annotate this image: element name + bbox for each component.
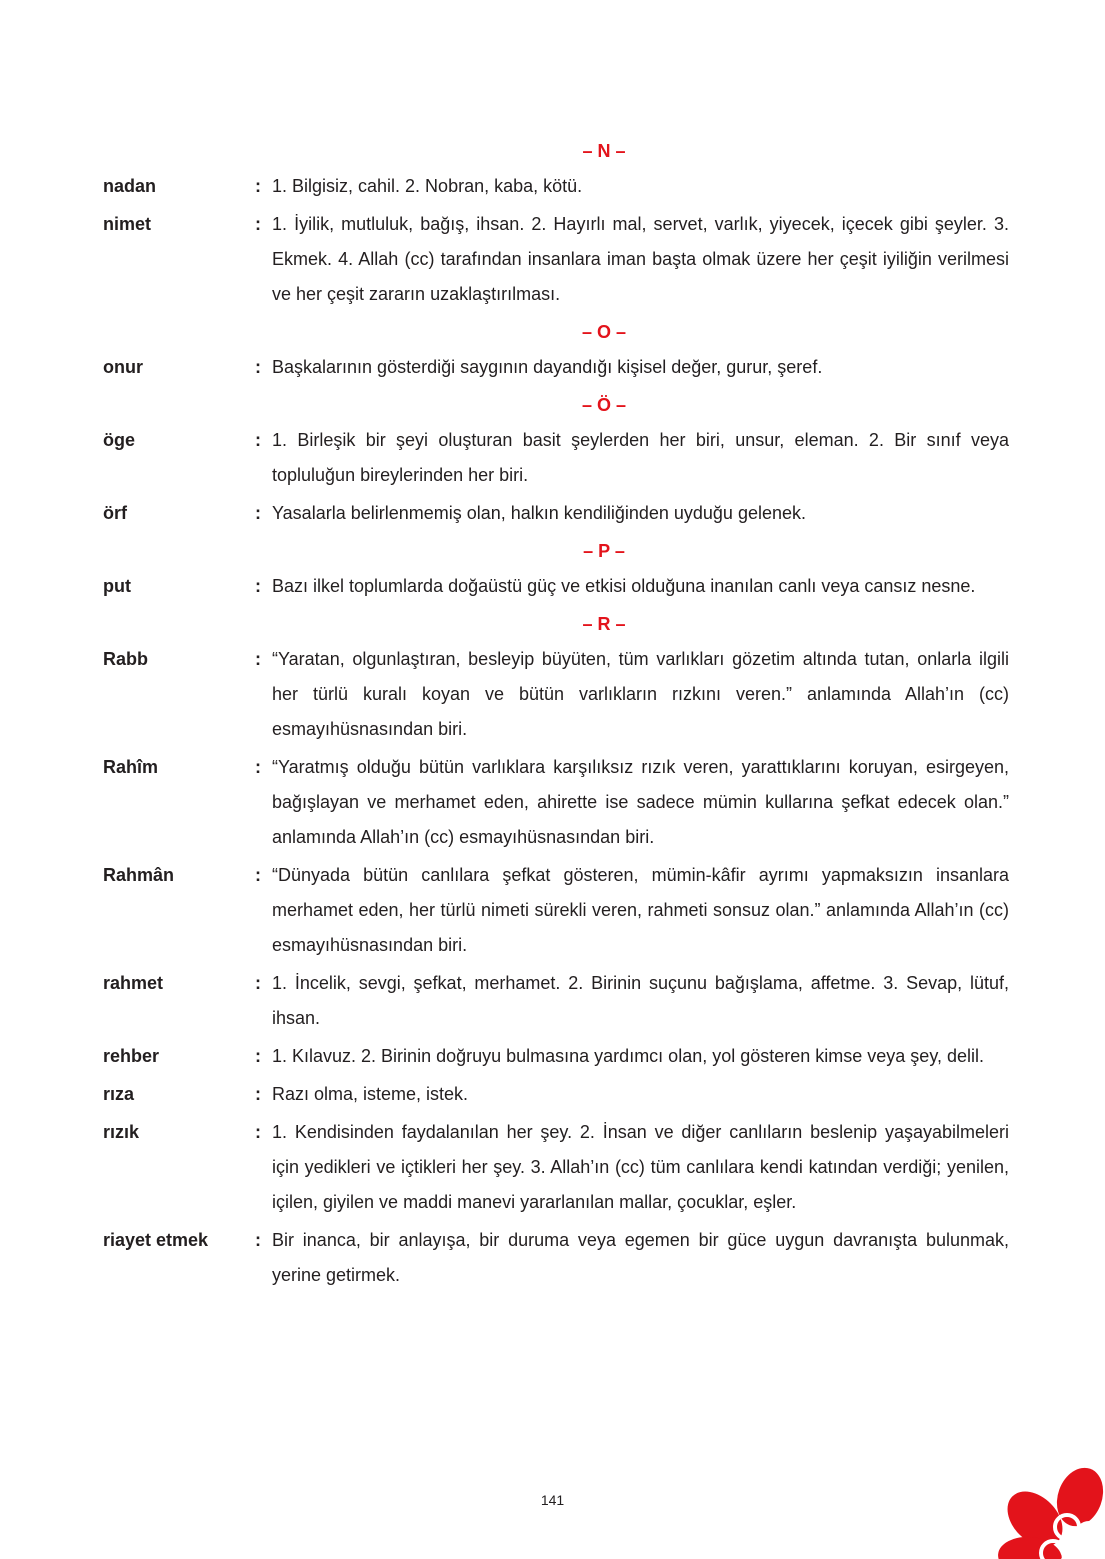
entry-colon: : bbox=[255, 430, 261, 450]
entry-term: rahmet bbox=[103, 973, 164, 993]
entry-term: put bbox=[103, 576, 131, 596]
entry-definition: “Yaratmış olduğu bütün varlıklara karşılıksız rızık veren, yarattıklarını koruyan, esirgeyen, bağışlayan ve merhamet eden, ahirette ise sadece mümin kullarına şefkat edecek olan.” anlamında Allah’ın (cc) esmayıhüsnasından biri. bbox=[272, 757, 1009, 847]
entry-definition: 1. Birleşik bir şeyi oluşturan basit şeylerden her biri, unsur, eleman. 2. Bir sınıf veya topluluğun bireylerinden her biri. bbox=[272, 430, 1009, 485]
glossary-entry bbox=[103, 642, 1009, 747]
glossary-entry bbox=[103, 207, 1009, 312]
glossary-entry bbox=[103, 1115, 1009, 1220]
entry-colon: : bbox=[255, 1084, 261, 1104]
entry-definition: 1. Bilgisiz, cahil. 2. Nobran, kaba, kötü. bbox=[272, 176, 583, 196]
glossary-entry bbox=[103, 1077, 1009, 1112]
entry-colon: : bbox=[255, 973, 261, 993]
glossary-entry bbox=[103, 496, 1009, 531]
flower-ornament-icon bbox=[995, 1439, 1105, 1559]
entry-colon: : bbox=[255, 1122, 261, 1142]
glossary-entry bbox=[103, 858, 1009, 963]
page-number: 141 bbox=[540, 1492, 565, 1508]
glossary-entry bbox=[103, 1223, 1009, 1293]
entry-term: örf bbox=[103, 503, 127, 523]
entry-colon: : bbox=[255, 1230, 261, 1250]
entry-colon: : bbox=[255, 1046, 261, 1066]
entry-term: nadan bbox=[103, 176, 157, 196]
entry-term: Rabb bbox=[103, 649, 148, 669]
entry-definition: “Dünyada bütün canlılara şefkat gösteren, mümin-kâfir ayrımı yapmaksızın insanlara merhamet eden, her türlü nimeti sürekli veren, rahmeti sonsuz olan.” anlamında Allah’ın (cc) esmayıhüsnasından biri. bbox=[272, 865, 1009, 955]
entry-definition: Başkalarının gösterdiği saygının dayandığı kişisel değer, gurur, şeref. bbox=[272, 357, 823, 377]
entry-term: riayet etmek bbox=[103, 1230, 209, 1250]
section-letter: – P – bbox=[583, 541, 625, 561]
entry-definition: Bazı ilkel toplumlarda doğaüstü güç ve etkisi olduğuna inanılan canlı veya cansız nesne. bbox=[272, 576, 976, 596]
glossary-entry bbox=[103, 569, 1009, 604]
glossary-entry bbox=[103, 1039, 1009, 1074]
entry-term: rehber bbox=[103, 1046, 160, 1066]
entry-colon: : bbox=[255, 865, 261, 885]
entry-colon: : bbox=[255, 176, 261, 196]
entry-definition: Yasalarla belirlenmemiş olan, halkın kendiliğinden uyduğu gelenek. bbox=[272, 503, 806, 523]
entry-definition: 1. Kendisinden faydalanılan her şey. 2. İnsan ve diğer canlıların beslenip yaşayabilmeleri için yedikleri ve içtikleri her şey. 3. Allah’ın (cc) tüm canlılara kendi katından verdiği; yenilen, içilen, giyilen ve maddi manevi yararlanılan mallar, çocuklar, eşler. bbox=[272, 1122, 1009, 1212]
entry-definition: 1. İyilik, mutluluk, bağış, ihsan. 2. Hayırlı mal, servet, varlık, yiyecek, içecek gibi şeyler. 3. Ekmek. 4. Allah (cc) tarafından insanlara iman başta olmak üzere her çeşit iyiliğin verilmesi ve her çeşit zararın uzaklaştırılması. bbox=[272, 214, 1009, 304]
section-letter: – Ö – bbox=[581, 395, 627, 415]
entry-term: nimet bbox=[103, 214, 152, 234]
glossary-entry bbox=[103, 350, 1009, 385]
entry-definition: 1. Kılavuz. 2. Birinin doğruyu bulmasına yardımcı olan, yol gösteren kimse veya şey, delil. bbox=[272, 1046, 985, 1066]
glossary-entry bbox=[103, 169, 1009, 204]
entry-term: Rahmân bbox=[103, 865, 175, 885]
entry-term: onur bbox=[103, 357, 143, 377]
section-letter: – N – bbox=[582, 141, 626, 161]
entry-definition: 1. İncelik, sevgi, şefkat, merhamet. 2. Birinin suçunu bağışlama, affetme. 3. Sevap, lütuf, ihsan. bbox=[272, 973, 1009, 1028]
entry-term: rıza bbox=[103, 1084, 135, 1104]
glossary bbox=[103, 134, 1009, 1296]
entry-colon: : bbox=[255, 757, 261, 777]
section-letter: – R – bbox=[582, 614, 626, 634]
entry-term: öge bbox=[103, 430, 136, 450]
entry-colon: : bbox=[255, 357, 261, 377]
entry-term: rızık bbox=[103, 1122, 140, 1142]
entry-colon: : bbox=[255, 214, 261, 234]
section-letter: – O – bbox=[581, 322, 627, 342]
entry-definition: Razı olma, isteme, istek. bbox=[272, 1084, 469, 1104]
entry-term: Rahîm bbox=[103, 757, 159, 777]
entry-definition: Bir inanca, bir anlayışa, bir duruma veya egemen bir güce uygun davranışta bulunmak, yerine getirmek. bbox=[272, 1230, 1009, 1285]
entry-colon: : bbox=[255, 503, 261, 523]
entry-colon: : bbox=[255, 576, 261, 596]
entry-colon: : bbox=[255, 649, 261, 669]
glossary-entry bbox=[103, 750, 1009, 855]
entry-definition: “Yaratan, olgunlaştıran, besleyip büyüten, tüm varlıkları gözetim altında tutan, onlarla ilgili her türlü kuralı koyan ve bütün varlıkların rızkını veren.” anlamında Allah’ın (cc) esmayıhüsnasından biri. bbox=[272, 649, 1009, 739]
glossary-entry bbox=[103, 966, 1009, 1036]
glossary-entry bbox=[103, 423, 1009, 493]
